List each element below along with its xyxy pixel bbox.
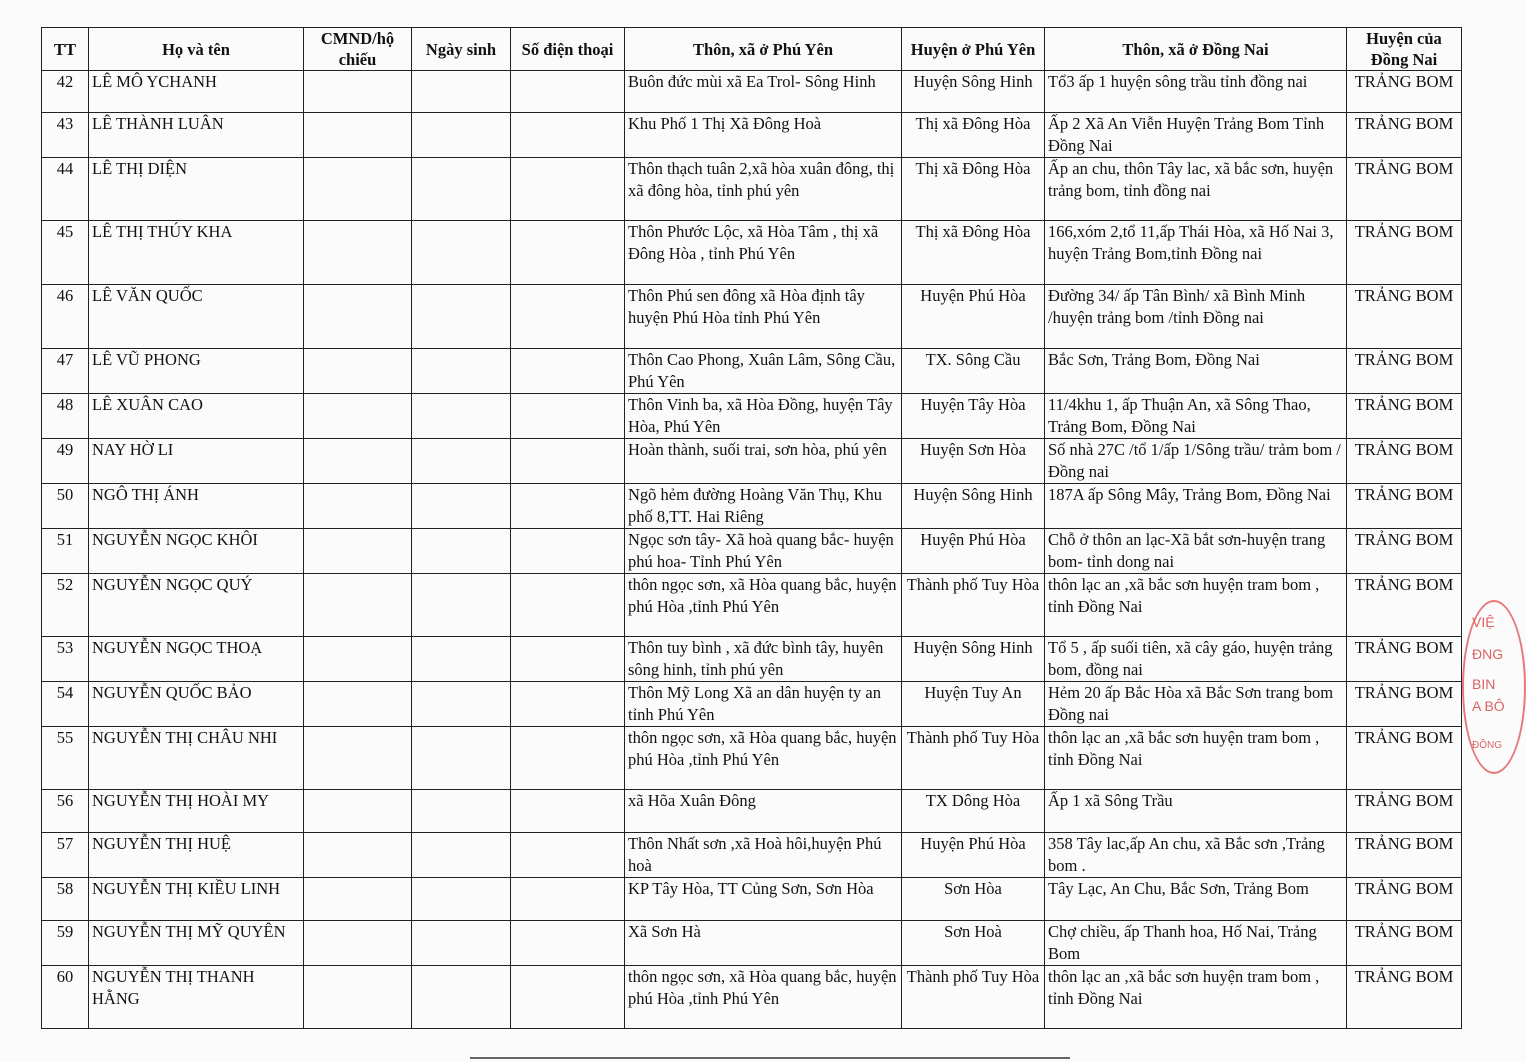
address-dong-nai: Chỗ ở thôn an lạc-Xã bắt sơn-huyện trang bom- tỉnh dong nai bbox=[1045, 529, 1347, 574]
row-number: 55 bbox=[42, 727, 89, 790]
row-number: 50 bbox=[42, 484, 89, 529]
table-row bbox=[42, 349, 1462, 394]
district-phu-yen: Huyện Sông Hinh bbox=[902, 71, 1045, 113]
table-row bbox=[42, 878, 1462, 921]
address-phu-yen: Ngõ hẻm đường Hoàng Văn Thụ, Khu phố 8,TT. Hai Riêng bbox=[625, 484, 902, 529]
address-dong-nai: 166,xóm 2,tổ 11,ấp Thái Hòa, xã Hố Nai 3, huyện Trảng Bom,tỉnh Đồng nai bbox=[1045, 221, 1347, 285]
district-dong-nai: TRẢNG BOM bbox=[1347, 113, 1462, 158]
phone-number bbox=[511, 727, 625, 790]
address-phu-yen: Thôn thạch tuân 2,xã hòa xuân đông, thị xã đông hòa, tỉnh phú yên bbox=[625, 158, 902, 221]
address-phu-yen: thôn ngọc sơn, xã Hòa quang bắc, huyện phú Hòa ,tỉnh Phú Yên bbox=[625, 574, 902, 637]
person-name: NAY HỜ LI bbox=[89, 439, 304, 484]
district-dong-nai: TRẢNG BOM bbox=[1347, 878, 1462, 921]
district-dong-nai: TRẢNG BOM bbox=[1347, 682, 1462, 727]
table-row bbox=[42, 790, 1462, 833]
table-row bbox=[42, 484, 1462, 529]
stamp-text: A BÔ bbox=[1472, 698, 1505, 714]
address-phu-yen: thôn ngọc sơn, xã Hòa quang bắc, huyện phú Hòa ,tỉnh Phú Yên bbox=[625, 966, 902, 1029]
district-phu-yen: Huyện Sông Hinh bbox=[902, 637, 1045, 682]
id-number bbox=[304, 221, 412, 285]
col-header-district-phu-yen: Huyện ở Phú Yên bbox=[902, 28, 1045, 71]
phone-number bbox=[511, 574, 625, 637]
district-phu-yen: Thành phố Tuy Hòa bbox=[902, 574, 1045, 637]
address-dong-nai: Bắc Sơn, Trảng Bom, Đồng Nai bbox=[1045, 349, 1347, 394]
id-number bbox=[304, 833, 412, 878]
district-phu-yen: Huyện Tuy An bbox=[902, 682, 1045, 727]
row-number: 47 bbox=[42, 349, 89, 394]
phone-number bbox=[511, 833, 625, 878]
person-name: NGUYỄN THỊ THANH HẰNG bbox=[89, 966, 304, 1029]
address-dong-nai: Tây Lạc, An Chu, Bắc Sơn, Trảng Bom bbox=[1045, 878, 1347, 921]
birth-date bbox=[412, 682, 511, 727]
address-phu-yen: Thôn Phú sen đông xã Hòa định tây huyện Phú Hòa tỉnh Phú Yên bbox=[625, 285, 902, 349]
district-dong-nai: TRẢNG BOM bbox=[1347, 394, 1462, 439]
phone-number bbox=[511, 878, 625, 921]
table-row bbox=[42, 529, 1462, 574]
district-dong-nai: TRẢNG BOM bbox=[1347, 349, 1462, 394]
birth-date bbox=[412, 285, 511, 349]
district-phu-yen: TX Dông Hòa bbox=[902, 790, 1045, 833]
birth-date bbox=[412, 349, 511, 394]
address-dong-nai: 358 Tây lac,ấp An chu, xã Bắc sơn ,Trảng bom . bbox=[1045, 833, 1347, 878]
row-number: 42 bbox=[42, 71, 89, 113]
birth-date bbox=[412, 966, 511, 1029]
table-row bbox=[42, 71, 1462, 113]
row-number: 49 bbox=[42, 439, 89, 484]
address-phu-yen: Thôn Phước Lộc, xã Hòa Tâm , thị xã Đông Hòa , tỉnh Phú Yên bbox=[625, 221, 902, 285]
person-name: NGUYỄN NGỌC THOẠ bbox=[89, 637, 304, 682]
address-dong-nai: Ấp 2 Xã An Viễn Huyện Trảng Bom Tỉnh Đồng Nai bbox=[1045, 113, 1347, 158]
header-row bbox=[42, 28, 1462, 71]
phone-number bbox=[511, 637, 625, 682]
phone-number bbox=[511, 394, 625, 439]
person-name: NGÔ THỊ ÁNH bbox=[89, 484, 304, 529]
page-bottom-rule bbox=[470, 1057, 1070, 1059]
address-dong-nai: Số nhà 27C /tổ 1/ấp 1/Sông trầu/ trảm bom /Đồng nai bbox=[1045, 439, 1347, 484]
row-number: 54 bbox=[42, 682, 89, 727]
district-phu-yen: Huyện Sông Hinh bbox=[902, 484, 1045, 529]
phone-number bbox=[511, 71, 625, 113]
birth-date bbox=[412, 484, 511, 529]
district-dong-nai: TRẢNG BOM bbox=[1347, 637, 1462, 682]
table-row bbox=[42, 921, 1462, 966]
address-phu-yen: thôn ngọc sơn, xã Hòa quang bắc, huyện phú Hòa ,tỉnh Phú Yên bbox=[625, 727, 902, 790]
address-phu-yen: Thôn Nhất sơn ,xã Hoà hôi,huyện Phú hoà bbox=[625, 833, 902, 878]
birth-date bbox=[412, 637, 511, 682]
id-number bbox=[304, 966, 412, 1029]
id-number bbox=[304, 727, 412, 790]
id-number bbox=[304, 349, 412, 394]
phone-number bbox=[511, 529, 625, 574]
district-phu-yen: Huyện Phú Hòa bbox=[902, 285, 1045, 349]
col-header-address-phu-yen: Thôn, xã ở Phú Yên bbox=[625, 28, 902, 71]
address-phu-yen: Ngọc sơn tây- Xã hoà quang bắc- huyện phú hoa- Tỉnh Phú Yên bbox=[625, 529, 902, 574]
row-number: 43 bbox=[42, 113, 89, 158]
phone-number bbox=[511, 921, 625, 966]
phone-number bbox=[511, 966, 625, 1029]
district-phu-yen: Sơn Hoà bbox=[902, 921, 1045, 966]
table-row bbox=[42, 682, 1462, 727]
col-header-id: CMND/hộ chiếu bbox=[304, 28, 412, 71]
id-number bbox=[304, 71, 412, 113]
address-phu-yen: Thôn Vinh ba, xã Hòa Đồng, huyện Tây Hòa, Phú Yên bbox=[625, 394, 902, 439]
row-number: 58 bbox=[42, 878, 89, 921]
row-number: 53 bbox=[42, 637, 89, 682]
district-dong-nai: TRẢNG BOM bbox=[1347, 439, 1462, 484]
row-number: 56 bbox=[42, 790, 89, 833]
col-header-dob: Ngày sinh bbox=[412, 28, 511, 71]
table-row bbox=[42, 637, 1462, 682]
col-header-phone: Số điện thoại bbox=[511, 28, 625, 71]
phone-number bbox=[511, 682, 625, 727]
district-phu-yen: Thành phố Tuy Hòa bbox=[902, 727, 1045, 790]
birth-date bbox=[412, 574, 511, 637]
address-phu-yen: Hoàn thành, suối trai, sơn hòa, phú yên bbox=[625, 439, 902, 484]
birth-date bbox=[412, 221, 511, 285]
stamp-text: ĐỒNG bbox=[1472, 740, 1502, 751]
person-name: NGUYỄN QUỐC BẢO bbox=[89, 682, 304, 727]
district-phu-yen: Huyện Tây Hòa bbox=[902, 394, 1045, 439]
row-number: 59 bbox=[42, 921, 89, 966]
resident-list-table bbox=[41, 27, 1462, 1029]
row-number: 44 bbox=[42, 158, 89, 221]
id-number bbox=[304, 682, 412, 727]
stamp-text: BIN bbox=[1472, 676, 1496, 692]
person-name: LÊ THỊ THÚY KHA bbox=[89, 221, 304, 285]
address-dong-nai: Tổ3 ấp 1 huyện sông trầu tỉnh đồng nai bbox=[1045, 71, 1347, 113]
address-dong-nai: thôn lạc an ,xã bắc sơn huyện tram bom , tỉnh Đồng Nai bbox=[1045, 727, 1347, 790]
stamp-text: VIỆ bbox=[1472, 614, 1495, 630]
district-dong-nai: TRẢNG BOM bbox=[1347, 158, 1462, 221]
district-dong-nai: TRẢNG BOM bbox=[1347, 221, 1462, 285]
address-phu-yen: Khu Phố 1 Thị Xã Đông Hoà bbox=[625, 113, 902, 158]
birth-date bbox=[412, 727, 511, 790]
district-phu-yen: Huyện Phú Hòa bbox=[902, 833, 1045, 878]
birth-date bbox=[412, 439, 511, 484]
row-number: 52 bbox=[42, 574, 89, 637]
phone-number bbox=[511, 484, 625, 529]
red-stamp bbox=[1462, 600, 1526, 774]
district-dong-nai: TRẢNG BOM bbox=[1347, 833, 1462, 878]
address-dong-nai: Chợ chiều, ấp Thanh hoa, Hố Nai, Trảng Bom bbox=[1045, 921, 1347, 966]
address-dong-nai: 11/4khu 1, ấp Thuận An, xã Sông Thao, Trảng Bom, Đồng Nai bbox=[1045, 394, 1347, 439]
col-header-address-dong-nai: Thôn, xã ở Đồng Nai bbox=[1045, 28, 1347, 71]
person-name: NGUYỄN NGỌC QUÝ bbox=[89, 574, 304, 637]
address-dong-nai: Hẻm 20 ấp Bắc Hòa xã Bắc Sơn trang bom Đồng nai bbox=[1045, 682, 1347, 727]
row-number: 46 bbox=[42, 285, 89, 349]
id-number bbox=[304, 529, 412, 574]
table-row bbox=[42, 833, 1462, 878]
district-phu-yen: Thành phố Tuy Hòa bbox=[902, 966, 1045, 1029]
person-name: LÊ VŨ PHONG bbox=[89, 349, 304, 394]
person-name: NGUYỄN THỊ HOÀI MY bbox=[89, 790, 304, 833]
address-phu-yen: Xã Sơn Hà bbox=[625, 921, 902, 966]
phone-number bbox=[511, 439, 625, 484]
id-number bbox=[304, 394, 412, 439]
table-row bbox=[42, 966, 1462, 1029]
address-dong-nai: thôn lạc an ,xã bắc sơn huyện tram bom , tỉnh Đồng Nai bbox=[1045, 574, 1347, 637]
id-number bbox=[304, 484, 412, 529]
district-dong-nai: TRẢNG BOM bbox=[1347, 574, 1462, 637]
person-name: NGUYỄN THỊ KIỀU LINH bbox=[89, 878, 304, 921]
district-dong-nai: TRẢNG BOM bbox=[1347, 71, 1462, 113]
table-row bbox=[42, 285, 1462, 349]
table-row bbox=[42, 158, 1462, 221]
district-dong-nai: TRẢNG BOM bbox=[1347, 921, 1462, 966]
id-number bbox=[304, 790, 412, 833]
district-phu-yen: TX. Sông Cầu bbox=[902, 349, 1045, 394]
birth-date bbox=[412, 113, 511, 158]
id-number bbox=[304, 878, 412, 921]
birth-date bbox=[412, 71, 511, 113]
document-sheet bbox=[41, 27, 1461, 1029]
phone-number bbox=[511, 113, 625, 158]
row-number: 60 bbox=[42, 966, 89, 1029]
row-number: 57 bbox=[42, 833, 89, 878]
district-phu-yen: Huyện Phú Hòa bbox=[902, 529, 1045, 574]
table-row bbox=[42, 113, 1462, 158]
person-name: LÊ THÀNH LUÂN bbox=[89, 113, 304, 158]
birth-date bbox=[412, 529, 511, 574]
phone-number bbox=[511, 349, 625, 394]
birth-date bbox=[412, 158, 511, 221]
person-name: LÊ VĂN QUỐC bbox=[89, 285, 304, 349]
address-dong-nai: Ấp 1 xã Sông Trầu bbox=[1045, 790, 1347, 833]
id-number bbox=[304, 113, 412, 158]
person-name: NGUYỄN THỊ MỸ QUYÊN bbox=[89, 921, 304, 966]
address-phu-yen: KP Tây Hòa, TT Củng Sơn, Sơn Hòa bbox=[625, 878, 902, 921]
birth-date bbox=[412, 921, 511, 966]
address-phu-yen: xã Hõa Xuân Đông bbox=[625, 790, 902, 833]
person-name: NGUYỄN THỊ HUỆ bbox=[89, 833, 304, 878]
district-phu-yen: Thị xã Đông Hòa bbox=[902, 221, 1045, 285]
row-number: 45 bbox=[42, 221, 89, 285]
address-phu-yen: Thôn Cao Phong, Xuân Lâm, Sông Cầu, Phú Yên bbox=[625, 349, 902, 394]
id-number bbox=[304, 637, 412, 682]
col-header-name: Họ và tên bbox=[89, 28, 304, 71]
id-number bbox=[304, 439, 412, 484]
district-phu-yen: Sơn Hòa bbox=[902, 878, 1045, 921]
birth-date bbox=[412, 878, 511, 921]
row-number: 51 bbox=[42, 529, 89, 574]
address-dong-nai: Tổ 5 , ấp suối tiên, xã cây gáo, huyện trảng bom, đồng nai bbox=[1045, 637, 1347, 682]
address-phu-yen: Buôn đức mùi xã Ea Trol- Sông Hinh bbox=[625, 71, 902, 113]
id-number bbox=[304, 285, 412, 349]
district-dong-nai: TRẢNG BOM bbox=[1347, 966, 1462, 1029]
district-dong-nai: TRẢNG BOM bbox=[1347, 790, 1462, 833]
person-name: LÊ THỊ DIỆN bbox=[89, 158, 304, 221]
person-name: NGUYỄN THỊ CHÂU NHI bbox=[89, 727, 304, 790]
id-number bbox=[304, 574, 412, 637]
col-header-tt: TT bbox=[42, 28, 89, 71]
stamp-text: ĐNG bbox=[1472, 646, 1504, 662]
col-header-district-dong-nai: Huyện của Đồng Nai bbox=[1347, 28, 1462, 71]
id-number bbox=[304, 158, 412, 221]
district-phu-yen: Thị xã Đông Hòa bbox=[902, 113, 1045, 158]
id-number bbox=[304, 921, 412, 966]
phone-number bbox=[511, 158, 625, 221]
district-dong-nai: TRẢNG BOM bbox=[1347, 727, 1462, 790]
district-phu-yen: Thị xã Đông Hòa bbox=[902, 158, 1045, 221]
person-name: LÊ XUÂN CAO bbox=[89, 394, 304, 439]
address-dong-nai: Đường 34/ ấp Tân Bình/ xã Bình Minh /huyện trảng bom /tỉnh Đồng nai bbox=[1045, 285, 1347, 349]
address-dong-nai: thôn lạc an ,xã bắc sơn huyện tram bom , tỉnh Đồng Nai bbox=[1045, 966, 1347, 1029]
table-row bbox=[42, 394, 1462, 439]
table-body bbox=[42, 71, 1462, 1029]
birth-date bbox=[412, 790, 511, 833]
district-phu-yen: Huyện Sơn Hòa bbox=[902, 439, 1045, 484]
address-phu-yen: Thôn tuy bình , xã đức bình tây, huyên sông hinh, tỉnh phú yên bbox=[625, 637, 902, 682]
person-name: LÊ MÔ YCHANH bbox=[89, 71, 304, 113]
address-phu-yen: Thôn Mỹ Long Xã an dân huyện ty an tỉnh Phú Yên bbox=[625, 682, 902, 727]
table-row bbox=[42, 221, 1462, 285]
person-name: NGUYỄN NGỌC KHÔI bbox=[89, 529, 304, 574]
table-row bbox=[42, 574, 1462, 637]
birth-date bbox=[412, 394, 511, 439]
address-dong-nai: Ấp an chu, thôn Tây lac, xã bắc sơn, huyện trảng bom, tỉnh đồng nai bbox=[1045, 158, 1347, 221]
district-dong-nai: TRẢNG BOM bbox=[1347, 484, 1462, 529]
phone-number bbox=[511, 221, 625, 285]
phone-number bbox=[511, 790, 625, 833]
phone-number bbox=[511, 285, 625, 349]
address-dong-nai: 187A ấp Sông Mây, Trảng Bom, Đồng Nai bbox=[1045, 484, 1347, 529]
table-row bbox=[42, 727, 1462, 790]
table-row bbox=[42, 439, 1462, 484]
district-dong-nai: TRẢNG BOM bbox=[1347, 529, 1462, 574]
birth-date bbox=[412, 833, 511, 878]
district-dong-nai: TRẢNG BOM bbox=[1347, 285, 1462, 349]
row-number: 48 bbox=[42, 394, 89, 439]
